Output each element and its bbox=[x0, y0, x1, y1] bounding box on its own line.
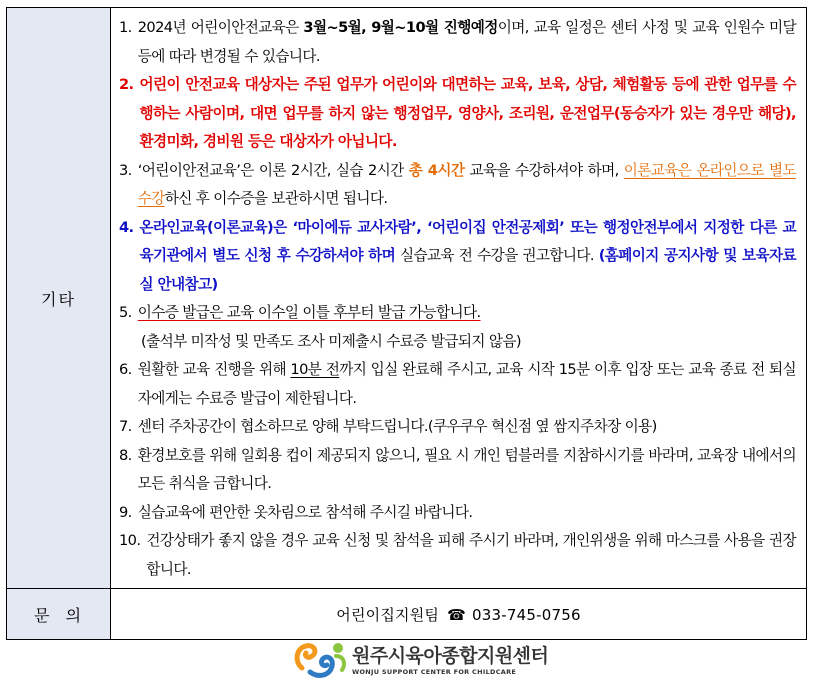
note-number: 4. bbox=[119, 218, 134, 236]
note-text-segment: 원활한 교육 진행을 위해 bbox=[137, 361, 291, 378]
note-item bbox=[119, 299, 796, 328]
center-logo bbox=[292, 636, 552, 684]
note-number: 7. bbox=[119, 418, 132, 435]
note-number: 3. bbox=[119, 161, 132, 179]
note-text bbox=[138, 413, 796, 442]
note-item bbox=[119, 499, 796, 528]
note-text-segment: 온라인교육(이론교육)은 ‘마이에듀 교사자람’, ‘어린이집 안전공제회’ 또는 행정안전부에서 지정한 다른 교육기관에서 별도 신청 후 수강하셔야 하며 bbox=[139, 218, 796, 264]
contact-row bbox=[7, 589, 807, 640]
note-text-segment: 센터 주차공간이 협소하므로 양해 부탁드립니다.(쿠우쿠우 혁신점 옆 쌈지주차장 이용) bbox=[137, 418, 657, 435]
note-item bbox=[119, 356, 796, 413]
note-number: 10. bbox=[119, 532, 141, 549]
note-text bbox=[138, 356, 796, 413]
note-text-segment: 2024년 어린이안전교육은 bbox=[137, 19, 304, 36]
note-number: 8. bbox=[119, 446, 132, 464]
note-number: 5. bbox=[119, 304, 132, 321]
notes-label: 기타 bbox=[7, 8, 111, 589]
phone-icon: ☎ bbox=[447, 605, 467, 624]
note-number: 6. bbox=[119, 361, 132, 378]
center-logo-mark-icon bbox=[292, 638, 348, 682]
note-item bbox=[119, 214, 796, 300]
note-text bbox=[138, 442, 796, 499]
logo-text bbox=[352, 644, 548, 677]
contact-team: 어린이집지원팀 bbox=[336, 605, 440, 624]
note-text-segment: 어린이 안전교육 대상자는 주된 업무가 어린이와 대면하는 교육, 보육, 상담, 체험활동 등에 관한 업무를 수행하는 사람이며, 대면 업무를 하지 않는 행정업무, 영양사, 조리원, 운전업무(동승자가 있는 경우만 해당), 환경미화, 경비원 등은 대상자가 아닙니다. bbox=[139, 76, 796, 150]
note-text-segment: 실습교육에 편안한 옷차림으로 참석해 주시길 바랍니다. bbox=[137, 503, 473, 521]
contact-label: 문 의 bbox=[7, 589, 111, 640]
note-subline: (출석부 미작성 및 만족도 조사 미제출시 수료증 발급되지 않음) bbox=[141, 332, 521, 350]
note-item bbox=[119, 71, 796, 157]
note-item bbox=[119, 527, 796, 584]
note-number: 1. bbox=[119, 19, 132, 36]
note-text-segment: ‘어린이안전교육’은 이론 2시간, 실습 2시간 bbox=[137, 161, 409, 179]
note-text-segment: 까지 입실 완료해 주시고, 교육 시작 15분 이후 입장 또는 교육 종료 전 퇴실자에게는 수료증 발급이 제한됩니다. bbox=[137, 361, 797, 407]
note-text-segment: 10분 전 bbox=[290, 361, 340, 378]
note-item bbox=[119, 442, 796, 499]
logo-name: 원주시육아종합지원센터 bbox=[352, 644, 549, 667]
logo-orange-swirl bbox=[297, 646, 315, 668]
note-text-segment: 하신 후 이수증을 보관하시면 됩니다. bbox=[164, 190, 388, 207]
contact-phone: 033-745-0756 bbox=[472, 605, 581, 624]
note-text bbox=[146, 527, 796, 584]
notes-list bbox=[119, 14, 796, 584]
note-text-segment: 환경보호를 위해 일회용 컵이 제공되지 않으니, 필요 시 개인 텀블러를 지참하시기를 바라며, 교육장 내에서의 모든 취식을 금합니다. bbox=[137, 446, 796, 492]
note-item bbox=[119, 413, 796, 442]
note-text-segment: 이론교육은 온라인으로 별도 수강 bbox=[137, 161, 796, 207]
note-number: 9. bbox=[119, 503, 132, 521]
notice-table bbox=[6, 7, 807, 640]
notes-content bbox=[111, 8, 807, 589]
note-text bbox=[140, 214, 797, 300]
note-text-segment: (홈페이지 공지사항 및 보육자료실 안내참고) bbox=[139, 247, 796, 293]
note-text-segment: 실습교육 전 수강을 권고합니다. bbox=[395, 247, 599, 264]
note-item bbox=[119, 14, 796, 71]
note-text bbox=[138, 499, 796, 528]
note-text bbox=[138, 14, 796, 71]
logo-blue-swirl bbox=[310, 657, 332, 675]
contact-content bbox=[111, 589, 807, 640]
note-text-segment: 이수증 발급은 교육 이수일 이틀 후부터 발급 가능합니다. bbox=[137, 304, 481, 321]
logo-green-dot bbox=[333, 643, 343, 653]
note-text bbox=[140, 71, 797, 157]
note-text-segment: 교육을 수강하셔야 하며, bbox=[464, 161, 624, 179]
logo-subtitle: WONJU SUPPORT CENTER FOR CHILDCARE bbox=[352, 667, 517, 676]
note-text-segment: 건강상태가 좋지 않을 경우 교육 신청 및 참석을 피해 주시기 바라며, 개인위생을 위해 마스크를 사용을 권장합니다. bbox=[146, 532, 796, 578]
note-text bbox=[138, 299, 796, 328]
note-text-segment: 이며, 교육 일정은 센터 사정 및 교육 인원수 미달 등에 따라 변경될 수 있습니다. bbox=[137, 19, 796, 65]
note-text bbox=[138, 157, 796, 214]
note-text-segment: 총 4시간 bbox=[408, 161, 465, 179]
logo-green-leaf bbox=[336, 656, 344, 670]
notes-row bbox=[7, 8, 807, 589]
note-text-segment: 3월~5월, 9월~10월 진행예정 bbox=[303, 19, 498, 36]
note-number: 2. bbox=[119, 76, 134, 93]
note-item bbox=[119, 157, 796, 214]
